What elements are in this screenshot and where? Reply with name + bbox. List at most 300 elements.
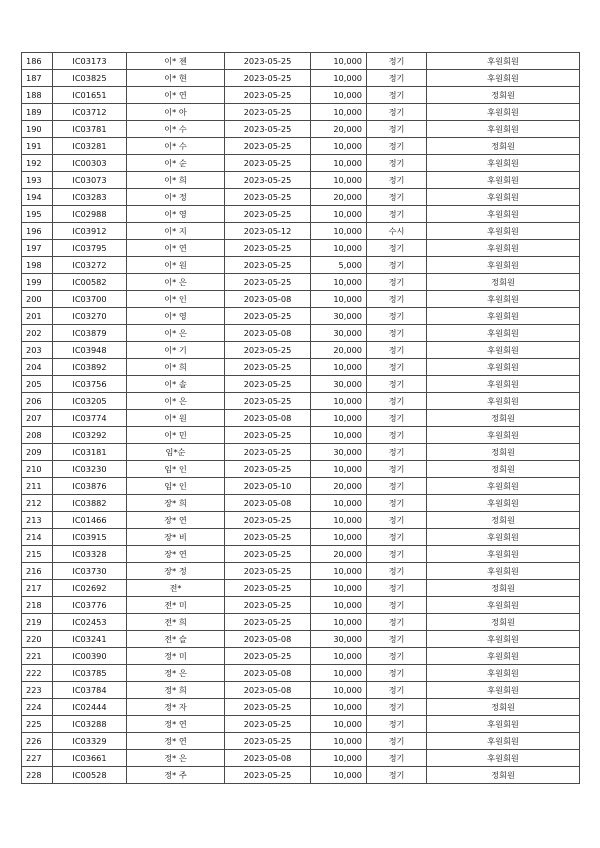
donation-type-cell: 정기 xyxy=(367,393,427,410)
member-name-cell: 이* 희 xyxy=(127,172,225,189)
member-name-cell: 정* 자 xyxy=(127,699,225,716)
member-name-cell: 이* 영 xyxy=(127,206,225,223)
donation-date-cell: 2023-05-25 xyxy=(225,393,311,410)
donation-amount-cell: 10,000 xyxy=(311,580,367,597)
table-row xyxy=(22,699,580,716)
row-number-cell: 205 xyxy=(22,376,53,393)
member-id-cell: IC03288 xyxy=(53,716,127,733)
member-id-cell: IC03281 xyxy=(53,138,127,155)
member-name-cell: 이* 솔 xyxy=(127,376,225,393)
table-row xyxy=(22,767,580,784)
member-grade-cell: 후원회원 xyxy=(427,597,580,614)
donation-date-cell: 2023-05-08 xyxy=(225,325,311,342)
member-name-cell: 임* 인 xyxy=(127,478,225,495)
donation-type-cell: 정기 xyxy=(367,291,427,308)
row-number-cell: 187 xyxy=(22,70,53,87)
member-id-cell: IC00390 xyxy=(53,648,127,665)
donation-amount-cell: 10,000 xyxy=(311,223,367,240)
donation-type-cell: 정기 xyxy=(367,121,427,138)
donation-amount-cell: 10,000 xyxy=(311,733,367,750)
member-id-cell: IC03882 xyxy=(53,495,127,512)
donation-date-cell: 2023-05-25 xyxy=(225,104,311,121)
donation-type-cell: 정기 xyxy=(367,189,427,206)
table-row xyxy=(22,546,580,563)
donation-type-cell: 정기 xyxy=(367,546,427,563)
donation-amount-cell: 30,000 xyxy=(311,631,367,648)
donation-amount-cell: 20,000 xyxy=(311,342,367,359)
row-number-cell: 215 xyxy=(22,546,53,563)
table-row xyxy=(22,138,580,155)
member-grade-cell: 후원회원 xyxy=(427,529,580,546)
member-grade-cell: 후원회원 xyxy=(427,104,580,121)
row-number-cell: 190 xyxy=(22,121,53,138)
donation-type-cell: 정기 xyxy=(367,563,427,580)
row-number-cell: 201 xyxy=(22,308,53,325)
member-grade-cell: 정회원 xyxy=(427,512,580,529)
donation-amount-cell: 10,000 xyxy=(311,597,367,614)
member-grade-cell: 후원회원 xyxy=(427,648,580,665)
donation-date-cell: 2023-05-08 xyxy=(225,410,311,427)
member-grade-cell: 후원회원 xyxy=(427,750,580,767)
donation-type-cell: 정기 xyxy=(367,172,427,189)
donation-amount-cell: 10,000 xyxy=(311,648,367,665)
table-row xyxy=(22,529,580,546)
member-grade-cell: 후원회원 xyxy=(427,393,580,410)
donation-type-cell: 정기 xyxy=(367,631,427,648)
donation-amount-cell: 10,000 xyxy=(311,716,367,733)
member-id-cell: IC03283 xyxy=(53,189,127,206)
member-id-cell: IC03241 xyxy=(53,631,127,648)
member-name-cell: 전* 슬 xyxy=(127,631,225,648)
table-row xyxy=(22,104,580,121)
row-number-cell: 207 xyxy=(22,410,53,427)
row-number-cell: 210 xyxy=(22,461,53,478)
member-grade-cell: 후원회원 xyxy=(427,155,580,172)
member-grade-cell: 후원회원 xyxy=(427,121,580,138)
table-row xyxy=(22,342,580,359)
member-id-cell: IC03700 xyxy=(53,291,127,308)
member-id-cell: IC02444 xyxy=(53,699,127,716)
donation-date-cell: 2023-05-25 xyxy=(225,308,311,325)
member-name-cell: 정* 은 xyxy=(127,750,225,767)
member-grade-cell: 후원회원 xyxy=(427,359,580,376)
donation-type-cell: 정기 xyxy=(367,359,427,376)
row-number-cell: 218 xyxy=(22,597,53,614)
donation-date-cell: 2023-05-08 xyxy=(225,495,311,512)
member-id-cell: IC02988 xyxy=(53,206,127,223)
donation-amount-cell: 10,000 xyxy=(311,512,367,529)
row-number-cell: 211 xyxy=(22,478,53,495)
row-number-cell: 200 xyxy=(22,291,53,308)
member-name-cell: 정* 미 xyxy=(127,648,225,665)
table-row xyxy=(22,512,580,529)
row-number-cell: 225 xyxy=(22,716,53,733)
row-number-cell: 194 xyxy=(22,189,53,206)
member-name-cell: 이* 지 xyxy=(127,223,225,240)
donation-date-cell: 2023-05-08 xyxy=(225,682,311,699)
donation-type-cell: 정기 xyxy=(367,427,427,444)
row-number-cell: 217 xyxy=(22,580,53,597)
donation-type-cell: 정기 xyxy=(367,87,427,104)
donation-type-cell: 정기 xyxy=(367,699,427,716)
row-number-cell: 198 xyxy=(22,257,53,274)
donation-type-cell: 정기 xyxy=(367,308,427,325)
member-id-cell: IC03774 xyxy=(53,410,127,427)
member-grade-cell: 정회원 xyxy=(427,580,580,597)
donation-type-cell: 정기 xyxy=(367,512,427,529)
member-grade-cell: 후원회원 xyxy=(427,546,580,563)
member-name-cell: 장* 희 xyxy=(127,495,225,512)
donation-date-cell: 2023-05-25 xyxy=(225,767,311,784)
member-grade-cell: 정회원 xyxy=(427,461,580,478)
member-id-cell: IC03205 xyxy=(53,393,127,410)
donation-amount-cell: 10,000 xyxy=(311,104,367,121)
donation-date-cell: 2023-05-25 xyxy=(225,512,311,529)
member-grade-cell: 후원회원 xyxy=(427,427,580,444)
member-id-cell: IC03730 xyxy=(53,563,127,580)
member-grade-cell: 후원회원 xyxy=(427,478,580,495)
donation-type-cell: 정기 xyxy=(367,597,427,614)
donation-type-cell: 정기 xyxy=(367,104,427,121)
member-grade-cell: 후원회원 xyxy=(427,342,580,359)
member-name-cell: 이* 인 xyxy=(127,291,225,308)
table-row xyxy=(22,189,580,206)
donation-amount-cell: 10,000 xyxy=(311,70,367,87)
donation-date-cell: 2023-05-25 xyxy=(225,155,311,172)
table-row xyxy=(22,70,580,87)
row-number-cell: 209 xyxy=(22,444,53,461)
donation-amount-cell: 10,000 xyxy=(311,767,367,784)
row-number-cell: 220 xyxy=(22,631,53,648)
table-row xyxy=(22,172,580,189)
row-number-cell: 191 xyxy=(22,138,53,155)
member-name-cell: 이* 은 xyxy=(127,274,225,291)
member-id-cell: IC01651 xyxy=(53,87,127,104)
table-row xyxy=(22,750,580,767)
table-row xyxy=(22,580,580,597)
donation-type-cell: 정기 xyxy=(367,750,427,767)
member-grade-cell: 후원회원 xyxy=(427,733,580,750)
member-grade-cell: 정회원 xyxy=(427,444,580,461)
member-id-cell: IC00528 xyxy=(53,767,127,784)
row-number-cell: 208 xyxy=(22,427,53,444)
table-row xyxy=(22,410,580,427)
member-grade-cell: 정회원 xyxy=(427,699,580,716)
member-grade-cell: 후원회원 xyxy=(427,665,580,682)
donation-amount-cell: 10,000 xyxy=(311,614,367,631)
donation-amount-cell: 10,000 xyxy=(311,393,367,410)
table-row xyxy=(22,291,580,308)
row-number-cell: 206 xyxy=(22,393,53,410)
row-number-cell: 222 xyxy=(22,665,53,682)
row-number-cell: 193 xyxy=(22,172,53,189)
donation-date-cell: 2023-05-25 xyxy=(225,257,311,274)
table-row xyxy=(22,614,580,631)
row-number-cell: 219 xyxy=(22,614,53,631)
donation-date-cell: 2023-05-25 xyxy=(225,342,311,359)
member-id-cell: IC03181 xyxy=(53,444,127,461)
member-grade-cell: 후원회원 xyxy=(427,189,580,206)
donation-type-cell: 정기 xyxy=(367,376,427,393)
member-id-cell: IC03073 xyxy=(53,172,127,189)
member-id-cell: IC03661 xyxy=(53,750,127,767)
donation-type-cell: 수시 xyxy=(367,223,427,240)
member-grade-cell: 후원회원 xyxy=(427,257,580,274)
donation-type-cell: 정기 xyxy=(367,274,427,291)
table-row xyxy=(22,682,580,699)
member-name-cell: 전* 미 xyxy=(127,597,225,614)
donation-date-cell: 2023-05-25 xyxy=(225,206,311,223)
donation-amount-cell: 20,000 xyxy=(311,189,367,206)
donation-date-cell: 2023-05-25 xyxy=(225,240,311,257)
row-number-cell: 203 xyxy=(22,342,53,359)
donation-date-cell: 2023-05-25 xyxy=(225,189,311,206)
table-row xyxy=(22,274,580,291)
member-id-cell: IC03892 xyxy=(53,359,127,376)
donation-type-cell: 정기 xyxy=(367,478,427,495)
table-row xyxy=(22,87,580,104)
donation-type-cell: 정기 xyxy=(367,53,427,70)
member-name-cell: 이* 영 xyxy=(127,308,225,325)
member-id-cell: IC03270 xyxy=(53,308,127,325)
member-id-cell: IC03912 xyxy=(53,223,127,240)
donation-table xyxy=(21,52,580,784)
donation-date-cell: 2023-05-25 xyxy=(225,121,311,138)
member-grade-cell: 정회원 xyxy=(427,87,580,104)
table-row xyxy=(22,376,580,393)
donation-amount-cell: 10,000 xyxy=(311,563,367,580)
row-number-cell: 202 xyxy=(22,325,53,342)
member-id-cell: IC03785 xyxy=(53,665,127,682)
member-id-cell: IC03795 xyxy=(53,240,127,257)
member-id-cell: IC03776 xyxy=(53,597,127,614)
table-row xyxy=(22,206,580,223)
row-number-cell: 227 xyxy=(22,750,53,767)
member-name-cell: 전* 희 xyxy=(127,614,225,631)
table-row xyxy=(22,444,580,461)
donation-amount-cell: 10,000 xyxy=(311,206,367,223)
donation-amount-cell: 10,000 xyxy=(311,427,367,444)
donation-date-cell: 2023-05-25 xyxy=(225,648,311,665)
member-grade-cell: 정회원 xyxy=(427,767,580,784)
member-name-cell: 이* 연 xyxy=(127,87,225,104)
donation-amount-cell: 10,000 xyxy=(311,699,367,716)
member-id-cell: IC03879 xyxy=(53,325,127,342)
donation-date-cell: 2023-05-08 xyxy=(225,631,311,648)
member-id-cell: IC00582 xyxy=(53,274,127,291)
row-number-cell: 228 xyxy=(22,767,53,784)
member-id-cell: IC01466 xyxy=(53,512,127,529)
row-number-cell: 195 xyxy=(22,206,53,223)
row-number-cell: 223 xyxy=(22,682,53,699)
donation-type-cell: 정기 xyxy=(367,648,427,665)
table-row xyxy=(22,240,580,257)
donation-amount-cell: 10,000 xyxy=(311,495,367,512)
donation-type-cell: 정기 xyxy=(367,410,427,427)
donation-date-cell: 2023-05-25 xyxy=(225,87,311,104)
donation-type-cell: 정기 xyxy=(367,206,427,223)
donation-amount-cell: 10,000 xyxy=(311,274,367,291)
donation-date-cell: 2023-05-25 xyxy=(225,461,311,478)
donation-date-cell: 2023-05-25 xyxy=(225,70,311,87)
row-number-cell: 221 xyxy=(22,648,53,665)
donation-date-cell: 2023-05-25 xyxy=(225,546,311,563)
member-grade-cell: 정회원 xyxy=(427,410,580,427)
donation-amount-cell: 20,000 xyxy=(311,478,367,495)
member-name-cell: 이* 정 xyxy=(127,189,225,206)
table-row xyxy=(22,155,580,172)
member-name-cell: 이* 수 xyxy=(127,121,225,138)
member-grade-cell: 후원회원 xyxy=(427,70,580,87)
member-name-cell: 정* 주 xyxy=(127,767,225,784)
member-name-cell: 이* 연 xyxy=(127,240,225,257)
table-row xyxy=(22,325,580,342)
donation-amount-cell: 10,000 xyxy=(311,53,367,70)
member-id-cell: IC03825 xyxy=(53,70,127,87)
donation-amount-cell: 10,000 xyxy=(311,87,367,104)
table-row xyxy=(22,427,580,444)
member-name-cell: 정* 연 xyxy=(127,733,225,750)
member-grade-cell: 후원회원 xyxy=(427,563,580,580)
donation-type-cell: 정기 xyxy=(367,461,427,478)
donation-date-cell: 2023-05-08 xyxy=(225,291,311,308)
donation-type-cell: 정기 xyxy=(367,665,427,682)
member-name-cell: 장* 연 xyxy=(127,512,225,529)
donation-date-cell: 2023-05-25 xyxy=(225,427,311,444)
member-grade-cell: 후원회원 xyxy=(427,631,580,648)
member-name-cell: 장* 비 xyxy=(127,529,225,546)
member-name-cell: 이* 희 xyxy=(127,359,225,376)
row-number-cell: 189 xyxy=(22,104,53,121)
donation-type-cell: 정기 xyxy=(367,716,427,733)
row-number-cell: 224 xyxy=(22,699,53,716)
donation-amount-cell: 10,000 xyxy=(311,665,367,682)
member-name-cell: 이* 원 xyxy=(127,257,225,274)
donation-amount-cell: 10,000 xyxy=(311,291,367,308)
member-name-cell: 전* xyxy=(127,580,225,597)
table-row xyxy=(22,563,580,580)
member-grade-cell: 후원회원 xyxy=(427,223,580,240)
member-id-cell: IC03781 xyxy=(53,121,127,138)
member-grade-cell: 정회원 xyxy=(427,614,580,631)
table-row xyxy=(22,308,580,325)
donation-amount-cell: 10,000 xyxy=(311,240,367,257)
member-name-cell: 이* 은 xyxy=(127,325,225,342)
donation-date-cell: 2023-05-25 xyxy=(225,716,311,733)
donation-date-cell: 2023-05-25 xyxy=(225,53,311,70)
member-grade-cell: 후원회원 xyxy=(427,716,580,733)
donation-date-cell: 2023-05-08 xyxy=(225,665,311,682)
donation-amount-cell: 30,000 xyxy=(311,325,367,342)
donation-amount-cell: 10,000 xyxy=(311,359,367,376)
donation-date-cell: 2023-05-25 xyxy=(225,172,311,189)
member-name-cell: 이* 젠 xyxy=(127,53,225,70)
table-row xyxy=(22,461,580,478)
member-id-cell: IC03173 xyxy=(53,53,127,70)
member-grade-cell: 후원회원 xyxy=(427,291,580,308)
donation-amount-cell: 20,000 xyxy=(311,121,367,138)
donation-date-cell: 2023-05-25 xyxy=(225,597,311,614)
table-row xyxy=(22,716,580,733)
donation-date-cell: 2023-05-25 xyxy=(225,699,311,716)
donation-amount-cell: 20,000 xyxy=(311,546,367,563)
member-grade-cell: 후원회원 xyxy=(427,682,580,699)
member-id-cell: IC03712 xyxy=(53,104,127,121)
member-grade-cell: 후원회원 xyxy=(427,495,580,512)
row-number-cell: 186 xyxy=(22,53,53,70)
table-row xyxy=(22,733,580,750)
donation-amount-cell: 10,000 xyxy=(311,529,367,546)
table-row xyxy=(22,223,580,240)
donation-type-cell: 정기 xyxy=(367,70,427,87)
member-grade-cell: 후원회원 xyxy=(427,308,580,325)
member-id-cell: IC02692 xyxy=(53,580,127,597)
row-number-cell: 192 xyxy=(22,155,53,172)
row-number-cell: 204 xyxy=(22,359,53,376)
row-number-cell: 188 xyxy=(22,87,53,104)
table-row xyxy=(22,631,580,648)
member-grade-cell: 후원회원 xyxy=(427,376,580,393)
member-id-cell: IC03328 xyxy=(53,546,127,563)
member-name-cell: 정* 연 xyxy=(127,716,225,733)
row-number-cell: 199 xyxy=(22,274,53,291)
member-grade-cell: 후원회원 xyxy=(427,172,580,189)
member-grade-cell: 후원회원 xyxy=(427,206,580,223)
row-number-cell: 226 xyxy=(22,733,53,750)
donation-date-cell: 2023-05-25 xyxy=(225,580,311,597)
member-name-cell: 이* 기 xyxy=(127,342,225,359)
member-id-cell: IC03948 xyxy=(53,342,127,359)
donation-type-cell: 정기 xyxy=(367,580,427,597)
donation-type-cell: 정기 xyxy=(367,155,427,172)
donation-amount-cell: 30,000 xyxy=(311,444,367,461)
table-row xyxy=(22,597,580,614)
donation-date-cell: 2023-05-10 xyxy=(225,478,311,495)
member-id-cell: IC03756 xyxy=(53,376,127,393)
member-name-cell: 이* 현 xyxy=(127,70,225,87)
row-number-cell: 216 xyxy=(22,563,53,580)
table-row xyxy=(22,53,580,70)
member-grade-cell: 후원회원 xyxy=(427,53,580,70)
member-grade-cell: 정회원 xyxy=(427,138,580,155)
donation-type-cell: 정기 xyxy=(367,138,427,155)
row-number-cell: 196 xyxy=(22,223,53,240)
member-id-cell: IC03784 xyxy=(53,682,127,699)
member-name-cell: 이* 민 xyxy=(127,427,225,444)
table-row xyxy=(22,257,580,274)
row-number-cell: 214 xyxy=(22,529,53,546)
donation-type-cell: 정기 xyxy=(367,257,427,274)
donation-amount-cell: 30,000 xyxy=(311,308,367,325)
table-row xyxy=(22,121,580,138)
member-grade-cell: 후원회원 xyxy=(427,325,580,342)
member-name-cell: 장* 연 xyxy=(127,546,225,563)
donation-amount-cell: 10,000 xyxy=(311,172,367,189)
table-row xyxy=(22,393,580,410)
donation-date-cell: 2023-05-25 xyxy=(225,138,311,155)
table-row xyxy=(22,665,580,682)
donation-amount-cell: 5,000 xyxy=(311,257,367,274)
member-id-cell: IC03292 xyxy=(53,427,127,444)
donation-date-cell: 2023-05-12 xyxy=(225,223,311,240)
donation-type-cell: 정기 xyxy=(367,325,427,342)
donation-type-cell: 정기 xyxy=(367,733,427,750)
donation-amount-cell: 10,000 xyxy=(311,750,367,767)
member-id-cell: IC00303 xyxy=(53,155,127,172)
donation-date-cell: 2023-05-25 xyxy=(225,614,311,631)
donation-amount-cell: 10,000 xyxy=(311,155,367,172)
donation-amount-cell: 10,000 xyxy=(311,461,367,478)
